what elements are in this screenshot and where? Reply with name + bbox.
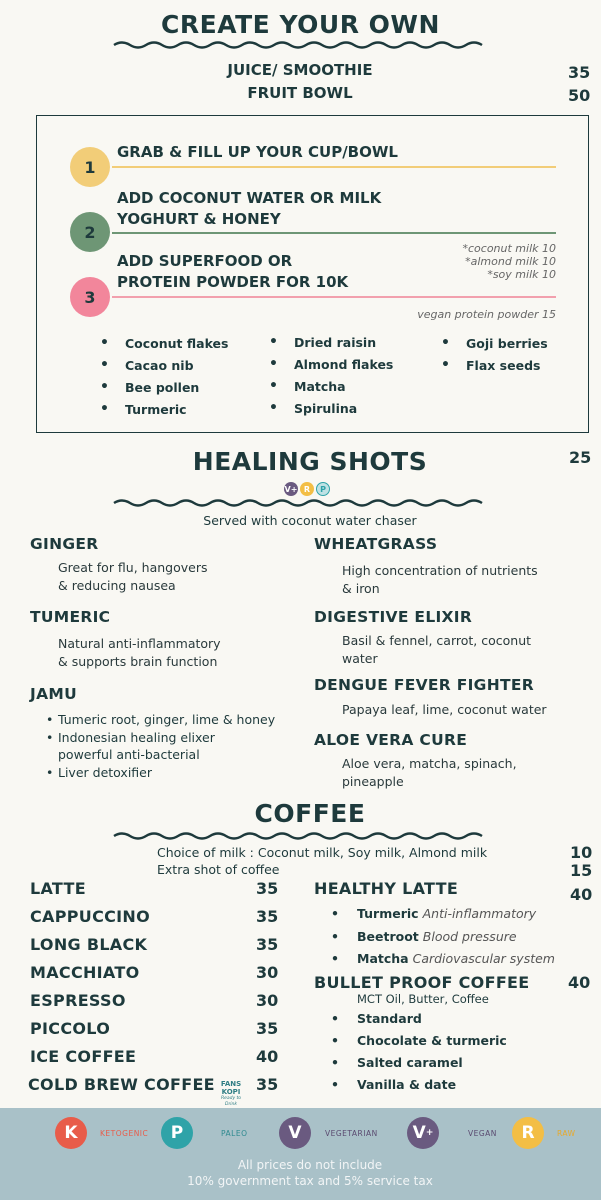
step-3-circle xyxy=(70,277,110,317)
shot-aloe-vera-cure-name: ALOE VERA CURE xyxy=(314,731,468,749)
vegan-label: VEGAN xyxy=(468,1129,497,1138)
fruit-bowl-price: 50 xyxy=(568,86,591,105)
superfood-item: • Turmeric xyxy=(100,398,228,420)
fruit-bowl-label: FRUIT BOWL xyxy=(247,84,353,102)
raw-badge-icon: R xyxy=(300,482,314,496)
step-3-number: 3 xyxy=(84,287,96,307)
coffee-price-latte: 35 xyxy=(256,879,279,898)
superfood-item: • Dried raisin xyxy=(269,331,393,353)
shot-tumeric-desc: Natural anti-inflammatory & supports brain function xyxy=(58,636,221,669)
healthy-latte-name: HEALTHY LATTE xyxy=(314,879,459,898)
option-name: Beetroot xyxy=(357,929,419,944)
extra-shot-price: 15 xyxy=(570,861,593,880)
coffee-item-long-black: LONG BLACK xyxy=(30,935,148,954)
shot-ginger-desc: Great for flu, hangovers & reducing nausea xyxy=(58,560,208,593)
step-1-circle xyxy=(70,147,110,187)
shot-dengue-fever-fighter-name: DENGUE FEVER FIGHTER xyxy=(314,676,534,694)
jamu-bullet: • Tumeric root, ginger, lime & honey xyxy=(46,711,275,729)
step-1-line xyxy=(112,166,556,168)
coffee-item-latte: LATTE xyxy=(30,879,86,898)
coconut-milk-note: *coconut milk 10 xyxy=(462,242,556,255)
coffee-item-macchiato: MACCHIATO xyxy=(30,963,140,982)
fans-kopi-logo xyxy=(216,1070,246,1107)
shot-digestive-elixir-desc: Basil & fennel, carrot, coconut water xyxy=(342,633,532,666)
step-2-text-line1: ADD COCONUT WATER OR MILK xyxy=(117,189,382,207)
bullet-proof-coffee-desc: MCT Oil, Butter, Coffee xyxy=(357,992,489,1006)
soy-milk-note: *soy milk 10 xyxy=(487,268,556,281)
shot-ginger-name: GINGER xyxy=(30,535,99,553)
coffee-item-espresso: ESPRESSO xyxy=(30,991,126,1010)
shot-digestive-elixir-name: DIGESTIVE ELIXIR xyxy=(314,608,473,626)
superfood-item: • Spirulina xyxy=(269,397,393,419)
superfoods-col-3 xyxy=(441,332,548,376)
extra-shot-line: Extra shot of coffee xyxy=(157,862,280,877)
wave-divider xyxy=(112,40,492,50)
bullet-proof-option xyxy=(357,1033,507,1048)
fans-kopi-logo-sub: Ready to Drink xyxy=(220,1096,242,1107)
juice-smoothie-label: JUICE/ SMOOTHIE xyxy=(227,61,373,79)
jamu-bullet: • Indonesian healing elixer xyxy=(46,729,275,747)
coffee-item-cappuccino: CAPPUCCINO xyxy=(30,907,150,926)
almond-milk-note: *almond milk 10 xyxy=(465,255,556,268)
superfood-item: • Cacao nib xyxy=(100,354,228,376)
bullet-proof-coffee-name: BULLET PROOF COFFEE xyxy=(314,973,530,992)
shot-aloe-vera-cure-desc: Aloe vera, matcha, spinach, pineapple xyxy=(342,756,517,789)
step-3-text-line1: ADD SUPERFOOD OR xyxy=(117,252,293,270)
step-2-circle xyxy=(70,212,110,252)
coffee-title: COFFEE xyxy=(254,799,366,828)
paleo-label: PALEO xyxy=(221,1129,248,1138)
healing-shots-price: 25 xyxy=(569,448,592,467)
jamu-bullet: • Liver detoxifier xyxy=(46,764,275,782)
option-name: Matcha xyxy=(357,951,409,966)
superfood-item: • Flax seeds xyxy=(441,354,548,376)
wave-divider xyxy=(112,831,492,841)
milk-choice-price: 10 xyxy=(570,843,593,862)
healthy-latte-price: 40 xyxy=(570,885,593,904)
raw-icon: R xyxy=(512,1117,544,1149)
step-2-number: 2 xyxy=(84,222,96,242)
vegetarian-label: VEGETARIAN xyxy=(325,1129,378,1138)
milk-notes xyxy=(463,242,557,281)
bullet-proof-option xyxy=(357,1011,422,1026)
healing-shots-subtitle: Served with coconut water chaser xyxy=(203,513,417,528)
healthy-latte-option-beetroot xyxy=(357,929,517,944)
shot-jamu-list xyxy=(46,711,275,781)
coffee-price-cold-brew: 35 xyxy=(256,1075,279,1094)
step-3-text-line2: PROTEIN POWDER FOR 10K xyxy=(117,273,349,291)
ketogenic-label: KETOGENIC xyxy=(100,1129,149,1138)
option-name: Turmeric xyxy=(357,906,419,921)
shot-tumeric-name: TUMERIC xyxy=(30,608,111,626)
superfood-item: • Bee pollen xyxy=(100,376,228,398)
step-3-line xyxy=(112,296,556,298)
coffee-price-long-black: 35 xyxy=(256,935,279,954)
tax-notice-line2: 10% government tax and 5% service tax xyxy=(187,1174,433,1188)
healthy-latte-option-turmeric xyxy=(357,906,536,921)
paleo-badge-icon: P xyxy=(316,482,330,496)
step-1-text: GRAB & FILL UP YOUR CUP/BOWL xyxy=(117,143,398,161)
superfoods-col-2 xyxy=(269,331,393,419)
option-note: Anti-inflammatory xyxy=(422,906,537,921)
coffee-item-piccolo: PICCOLO xyxy=(30,1019,111,1038)
healing-shots-title: HEALING SHOTS xyxy=(192,447,428,476)
bullet-proof-option xyxy=(357,1055,463,1070)
option-name: Salted caramel xyxy=(357,1055,463,1070)
option-note: Blood pressure xyxy=(422,929,517,944)
bullet-proof-coffee-price: 40 xyxy=(568,973,591,992)
coffee-item-ice-coffee: ICE COFFEE xyxy=(30,1047,137,1066)
ketogenic-icon: K xyxy=(55,1117,87,1149)
create-title: CREATE YOUR OWN xyxy=(161,10,440,39)
coffee-item-cold-brew: COLD BREW COFFEE xyxy=(28,1075,215,1094)
shot-wheatgrass-desc: High concentration of nutrients & iron xyxy=(342,563,538,596)
option-name: Chocolate & turmeric xyxy=(357,1033,507,1048)
coffee-price-piccolo: 35 xyxy=(256,1019,279,1038)
diet-legend-footer xyxy=(0,1108,601,1200)
superfoods-col-1 xyxy=(100,332,228,420)
step-2-line xyxy=(112,232,556,234)
healing-shots-badges xyxy=(283,482,331,496)
shot-dengue-fever-fighter-desc: Papaya leaf, lime, coconut water xyxy=(342,702,547,717)
jamu-bullet-continued: powerful anti-bacterial xyxy=(58,747,200,762)
shot-jamu-name: JAMU xyxy=(30,685,77,703)
superfood-item: • Goji berries xyxy=(441,332,548,354)
vegan-icon-letter: V xyxy=(412,1123,426,1143)
superfood-item: • Almond flakes xyxy=(269,353,393,375)
fans-kopi-logo-text: FANS KOPI xyxy=(220,1080,242,1096)
coffee-price-cappuccino: 35 xyxy=(256,907,279,926)
healthy-latte-option-matcha xyxy=(357,951,555,966)
wave-divider xyxy=(112,498,492,508)
option-name: Vanilla & date xyxy=(357,1077,457,1092)
vegan-badge-icon: V+ xyxy=(284,482,298,496)
tax-notice-line1: All prices do not include xyxy=(237,1158,383,1172)
step-1-number: 1 xyxy=(84,157,96,177)
option-note: Cardiovascular system xyxy=(412,951,555,966)
vegetarian-icon: V xyxy=(279,1117,311,1149)
paleo-icon: P xyxy=(161,1117,193,1149)
vegan-icon xyxy=(407,1117,439,1149)
option-name: Standard xyxy=(357,1011,422,1026)
coffee-price-macchiato: 30 xyxy=(256,963,279,982)
juice-smoothie-price: 35 xyxy=(568,63,591,82)
shot-wheatgrass-name: WHEATGRASS xyxy=(314,535,438,553)
tax-notice xyxy=(0,1157,601,1189)
vegan-icon-plus: + xyxy=(425,1128,434,1138)
superfood-item: • Coconut flakes xyxy=(100,332,228,354)
coffee-price-espresso: 30 xyxy=(256,991,279,1010)
raw-label: RAW xyxy=(557,1129,576,1138)
superfood-item: • Matcha xyxy=(269,375,393,397)
bullet-proof-option xyxy=(357,1077,456,1092)
vegan-protein-note: vegan protein powder 15 xyxy=(417,308,556,321)
step-2-text-line2: YOGHURT & HONEY xyxy=(117,210,281,228)
coffee-price-ice-coffee: 40 xyxy=(256,1047,279,1066)
milk-choice-line: Choice of milk : Coconut milk, Soy milk, Almond milk xyxy=(157,845,488,860)
